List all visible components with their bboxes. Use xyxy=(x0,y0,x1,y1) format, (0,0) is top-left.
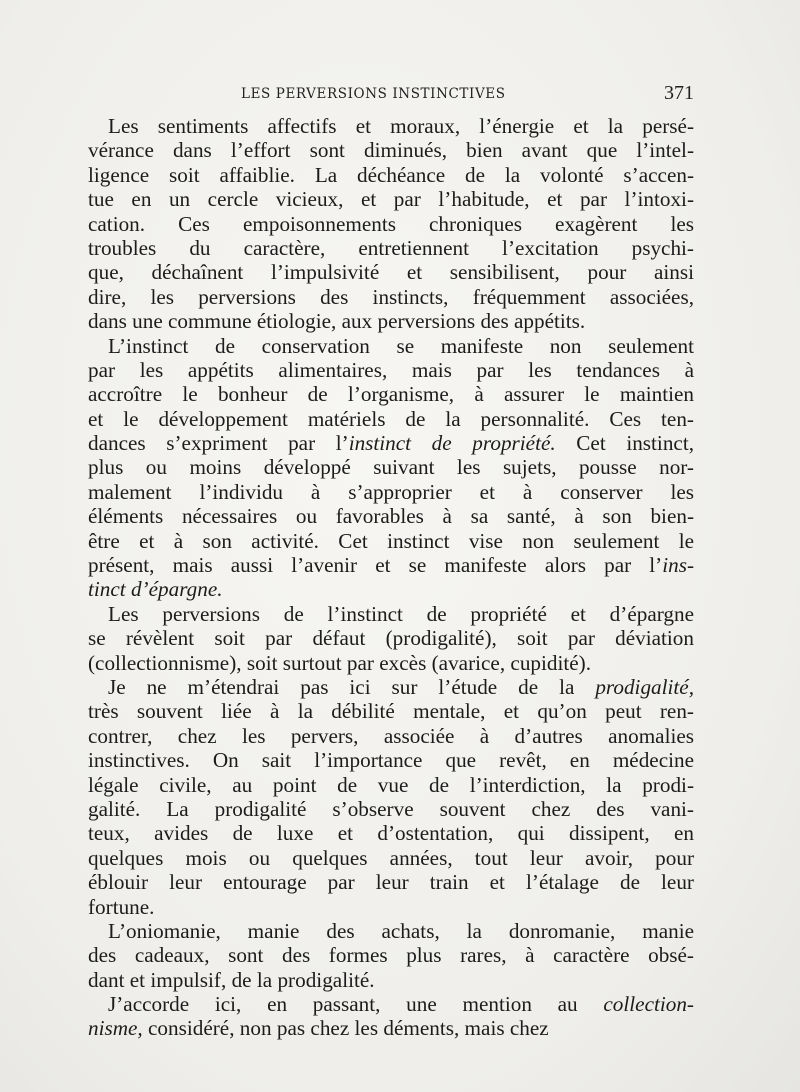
text-line xyxy=(88,285,694,309)
text-line xyxy=(88,699,694,723)
text-run: présent, mais aussi l’avenir et se manifeste alors par l’ xyxy=(88,553,663,578)
text-line xyxy=(88,358,694,382)
text-run: des cadeaux, sont des formes plus rares, à caractère obsé- xyxy=(88,943,694,968)
text-run: fortune. xyxy=(88,894,155,919)
text-line xyxy=(88,577,694,601)
text-run: teux, avides de luxe et d’ostentation, qui dissipent, en xyxy=(88,821,694,846)
text-run: (collectionnisme), soit surtout par excès (avarice, cupidité). xyxy=(88,650,592,675)
text-line xyxy=(88,553,694,577)
text-line xyxy=(88,651,694,675)
text-run: éblouir leur entourage par leur train et l’étalage de leur xyxy=(88,870,694,895)
text-line xyxy=(88,602,694,626)
text-line xyxy=(88,529,694,553)
text-line xyxy=(88,309,694,333)
text-line xyxy=(88,138,694,162)
text-run: Cet instinct, xyxy=(555,431,694,456)
text-run: L’instinct de conservation se manifeste non seulement xyxy=(108,333,694,358)
text-line xyxy=(88,724,694,748)
text-line xyxy=(88,407,694,431)
text-line xyxy=(88,187,694,211)
text-line xyxy=(88,919,694,943)
text-line xyxy=(88,870,694,894)
text-run: cation. Ces empoisonnements chroniques exagèrent les xyxy=(88,211,694,236)
text-run: très souvent liée à la débilité mentale, et qu’on peut ren- xyxy=(88,699,694,724)
text-line xyxy=(88,748,694,772)
text-run: dant et impulsif, de la prodigalité. xyxy=(88,967,375,992)
text-line xyxy=(88,163,694,187)
text-run: Les sentiments affectifs et moraux, l’énergie et la persé- xyxy=(108,114,694,138)
text-run: par les appétits alimentaires, mais par les tendances à xyxy=(88,357,694,382)
text-line xyxy=(88,968,694,992)
paragraph xyxy=(88,114,694,334)
text-line xyxy=(88,236,694,260)
paragraph xyxy=(88,675,694,919)
text-run: légale civile, au point de vue de l’interdiction, la prodi- xyxy=(88,772,694,797)
page-number: 371 xyxy=(664,82,694,104)
text-line xyxy=(88,455,694,479)
text-run: contrer, chez les pervers, associée à d’autres anomalies xyxy=(88,723,694,748)
body-text xyxy=(88,114,694,1041)
text-run: dans une commune étiologie, aux perversions des appétits. xyxy=(88,309,586,334)
text-run: L’oniomanie, manie des achats, la donromanie, manie xyxy=(108,918,694,943)
text-run: plus ou moins développé suivant les sujets, pousse nor- xyxy=(88,455,694,480)
text-run: se révèlent soit par défaut (prodigalité), soit par déviation xyxy=(88,626,694,651)
text-run: Les perversions de l’instinct de propriété et d’épargne xyxy=(108,601,694,626)
text-run: que, déchaînent l’impulsivité et sensibilisent, pour ainsi xyxy=(88,260,694,285)
italic-run: instinct de propriété. xyxy=(348,431,556,456)
text-run: tue en un cercle vicieux, et par l’habitude, et par l’intoxi- xyxy=(88,187,694,212)
text-line xyxy=(88,821,694,845)
text-run: accroître le bonheur de l’organisme, à assurer le maintien xyxy=(88,382,694,407)
text-run: troubles du caractère, entretiennent l’excitation psychi- xyxy=(88,235,694,260)
text-run: ligence soit affaiblie. La déchéance de la volonté s’accen- xyxy=(88,162,694,187)
italic-run: tinct d’épargne. xyxy=(88,577,223,602)
page-header xyxy=(88,82,694,108)
text-line xyxy=(88,992,694,1016)
text-run: et le développement matériels de la personnalité. Ces ten- xyxy=(88,406,694,431)
italic-run: ins- xyxy=(662,553,694,578)
text-line xyxy=(88,1016,694,1040)
text-line xyxy=(88,382,694,406)
text-line xyxy=(88,114,694,138)
paragraph xyxy=(88,602,694,675)
text-run: être et à son activité. Cet instinct vise non seulement le xyxy=(88,528,694,553)
italic-run: nisme, xyxy=(88,1016,143,1041)
text-run: J’accorde ici, en passant, une mention au xyxy=(108,992,604,1017)
text-run: dire, les perversions des instincts, fréquemment associées, xyxy=(88,284,694,309)
italic-run: prodigalité, xyxy=(595,674,694,699)
text-run: dances s’expriment par l’ xyxy=(88,431,349,456)
text-line xyxy=(88,212,694,236)
text-line xyxy=(88,504,694,528)
paragraph xyxy=(88,919,694,992)
text-line xyxy=(88,626,694,650)
text-line xyxy=(88,260,694,284)
text-run: quelques mois ou quelques années, tout leur avoir, pour xyxy=(88,845,694,870)
text-run: galité. La prodigalité s’observe souvent chez des vani- xyxy=(88,796,694,821)
text-line xyxy=(88,846,694,870)
running-head: LES PERVERSIONS INSTINCTIVES xyxy=(241,86,506,102)
text-line xyxy=(88,480,694,504)
text-run: vérance dans l’effort sont diminués, bien avant que l’intel- xyxy=(88,138,694,163)
text-line xyxy=(88,334,694,358)
text-line xyxy=(88,675,694,699)
text-run: instinctives. On sait l’importance que revêt, en médecine xyxy=(88,748,694,773)
paragraph xyxy=(88,334,694,602)
text-line xyxy=(88,895,694,919)
text-line xyxy=(88,797,694,821)
text-line xyxy=(88,943,694,967)
text-run: malement l’individu à s’approprier et à conserver les xyxy=(88,479,694,504)
italic-run: collection- xyxy=(603,992,694,1017)
text-line xyxy=(88,773,694,797)
paragraph xyxy=(88,992,694,1041)
text-line xyxy=(88,431,694,455)
text-run: considéré, non pas chez les déments, mais chez xyxy=(142,1016,549,1041)
text-run: Je ne m’étendrai pas ici sur l’étude de la xyxy=(108,674,596,699)
text-run: éléments nécessaires ou favorables à sa santé, à son bien- xyxy=(88,504,694,529)
